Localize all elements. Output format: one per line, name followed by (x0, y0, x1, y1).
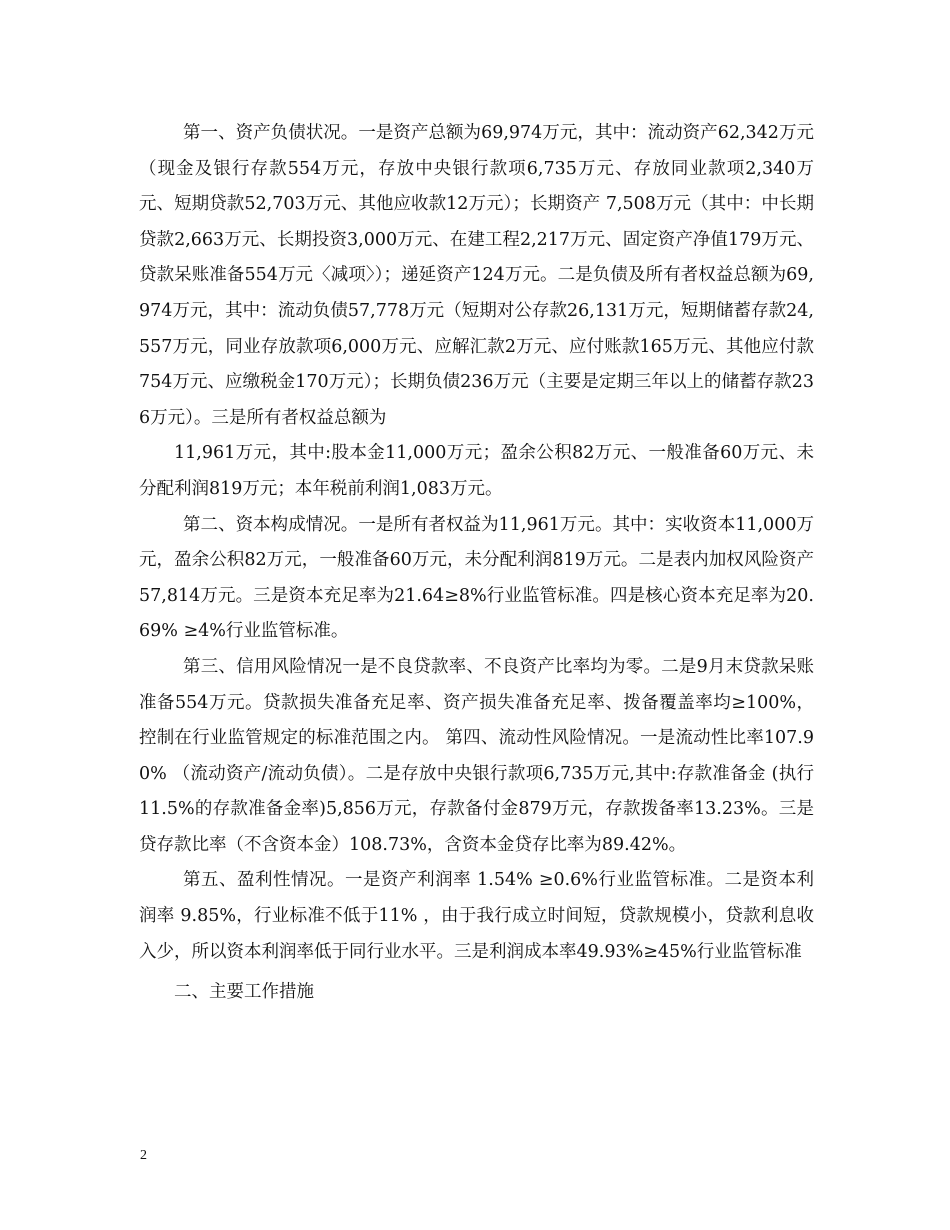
page-number: 2 (140, 1148, 147, 1163)
paragraph-credit-liquidity-risk: 第三、信用风险情况一是不良贷款率、不良资产比率均为零。二是9月末贷款呆账准备554万元。贷款损失准备充足率、资产损失准备充足率、拨备覆盖率均≥100%，控制在行业监管规定的标准范围之内。 第四、流动性风险情况。一是流动性比率107.90% （流动资产/流动负债）。二是存放中央银行款项6,735万元,其中:存款准备金 (执行11.5%的存款准备金率)5,856万元，存款备付金879万元，存款拨备率13.23%。三是贷存款比率（不含资本金）108.73%，含资本金贷存比率为89.42%。 (139, 656, 814, 855)
document-body (139, 116, 814, 1011)
section-heading-main-measures: 二、主要工作措施 (174, 982, 314, 1003)
paragraph-capital-structure: 第二、资本构成情况。一是所有者权益为11,961万元。其中：实收资本11,000万元，盈余公积82万元，一般准备60万元，未分配利润819万元。二是表内加权风险资产57,814万元。三是资本充足率为21.64≥8%行业监管标准。四是核心资本充足率为20.69% ≥4%行业监管标准。 (139, 514, 814, 642)
paragraph-profitability: 第五、盈利性情况。一是资产利润率 1.54% ≥0.6%行业监管标准。二是资本利润率 9.85%，行业标准不低于11% ，由于我行成立时间短，贷款规模小，贷款利息收入少，所以资本利润率低于同行业水平。三是利润成本率49.93%≥45%行业监管标准 (139, 870, 814, 962)
paragraph-equity-detail: 11,961万元，其中:股本金11,000万元；盈余公积82万元、一般准备60万元、未分配利润819万元；本年税前利润1,083万元。 (139, 443, 814, 499)
paragraph-balance-sheet: 第一、资产负债状况。一是资产总额为69,974万元，其中：流动资产62,342万元（现金及银行存款554万元，存放中央银行款项6,735万元、存放同业款项2,340万元、短期贷款52,703万元、其他应收款12万元）；长期资产 7,508万元（其中：中长期贷款2,663万元、长期投资3,000万元、在建工程2,217万元、固定资产净值179万元、贷款呆账准备554万元〈减项〉）；递延资产124万元。二是负债及所有者权益总额为69,974万元，其中：流动负债57,778万元（短期对公存款26,131万元，短期储蓄存款24,557万元，同业存放款项6,000万元、应解汇款2万元、应付账款165万元、其他应付款754万元、应缴税金170万元）；长期负债236万元（主要是定期三年以上的储蓄存款236万元）。三是所有者权益总额为 (139, 123, 814, 428)
